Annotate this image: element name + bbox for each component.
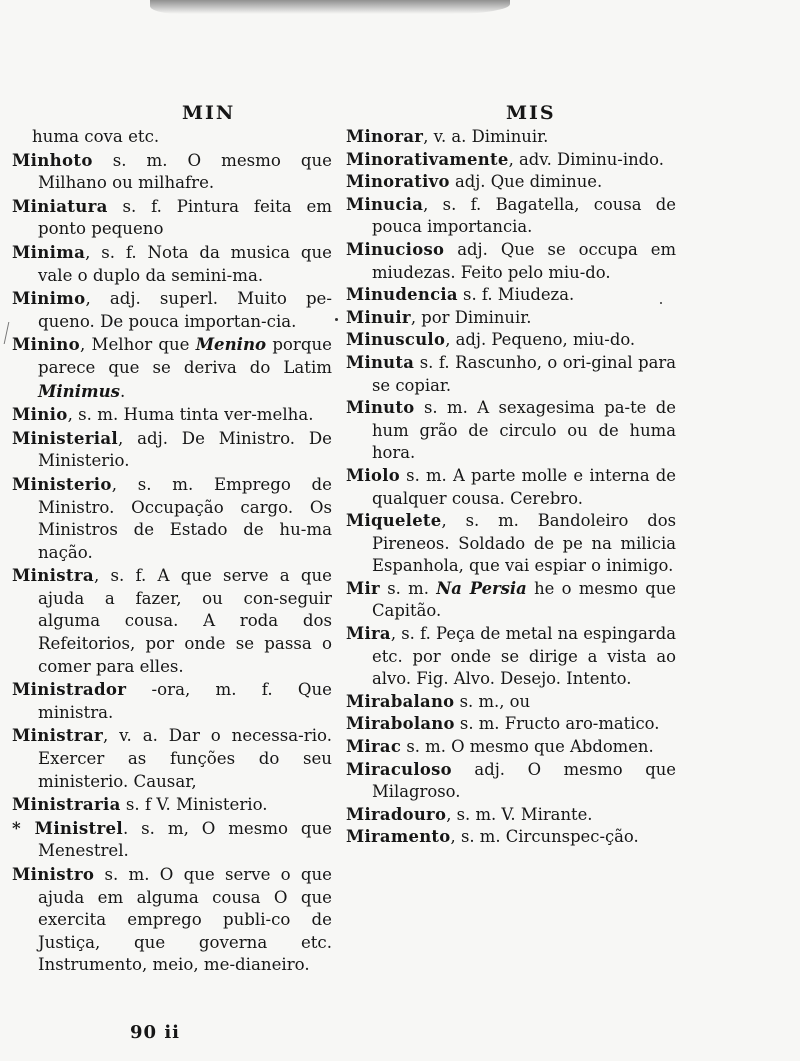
dictionary-entry [12, 195, 332, 241]
dictionary-entry [346, 804, 676, 827]
dictionary-entry [346, 149, 676, 172]
left-column-header: MIN [182, 102, 236, 124]
entry-definition: s. m. Fructo aro-matico. [454, 714, 660, 734]
entry-italic-term: Menino [195, 334, 267, 355]
scan-edge-shadow [150, 0, 510, 14]
dictionary-entry [346, 759, 676, 804]
entry-definition: , s. m. Bandoleiro dos Pireneos. Soldado de pe na milicia Espanhola, que vai espiar o inimigo. [372, 511, 676, 576]
entry-headword: Minorativo [346, 172, 450, 192]
entry-headword: Minorar [346, 127, 424, 146]
entry-headword: Minorativamente [346, 149, 509, 169]
entry-headword: Mir [346, 578, 380, 598]
left-column [12, 100, 332, 977]
dictionary-entry [346, 510, 676, 578]
dictionary-entry [346, 826, 676, 849]
entry-headword: Miraculoso [346, 759, 452, 779]
entry-italic-term: Na Persia [436, 578, 527, 598]
entry-definition: he o mesmo que Capitão. [372, 578, 676, 621]
entry-headword: Mirabolano [346, 714, 455, 734]
entry-definition: s. f. Pintura feita em ponto pequeno [38, 196, 332, 239]
entry-headword: Miquelete [346, 511, 442, 531]
dictionary-entry [346, 691, 676, 714]
entry-definition: , s. m. Circunspec-ção. [450, 827, 639, 847]
entry-headword: Miolo [346, 465, 400, 485]
entry-headword: Ministraria [12, 794, 121, 815]
entry-continuation: huma cova etc. [32, 127, 160, 146]
entry-headword: * Ministrel [12, 817, 124, 838]
entry-headword: Minhoto [12, 149, 93, 170]
entry-definition: s. f. Rascunho, o ori-ginal para se copiar. [372, 352, 676, 395]
entry-definition: s. f. Miudeza. [457, 285, 575, 305]
dictionary-entry [346, 578, 676, 623]
dictionary-entry [346, 736, 676, 759]
entry-headword: Mirabalano [346, 691, 455, 711]
entry-headword: Ministrar [12, 725, 103, 746]
entry-headword: Ministerial [12, 427, 119, 448]
entry-headword: Minucia [346, 194, 424, 214]
entry-headword: Miradouro [346, 804, 447, 824]
entry-headword: Minuto [346, 398, 415, 418]
entry-definition: adj. O mesmo que Milagroso. [372, 759, 676, 802]
entry-headword: Minusculo [346, 330, 446, 350]
right-column [346, 100, 676, 849]
entry-headword: Minuta [346, 352, 415, 372]
entry-definition: , adj. superl. Muito pe-queno. De pouca importan-cia. [38, 289, 332, 331]
dictionary-entry [346, 194, 676, 239]
entry-definition: , s. f. Bagatella, cousa de pouca importancia. [372, 194, 676, 237]
entry-headword: Minima [12, 241, 86, 262]
entry-headword: Miramento [346, 827, 451, 847]
entry-definition: , por Diminuir. [410, 307, 532, 327]
entry-definition: -ora, m. f. Que ministra. [38, 680, 332, 722]
entry-definition: s. m., ou [454, 691, 531, 711]
dictionary-entry [12, 149, 332, 195]
dictionary-entry [346, 623, 676, 691]
dictionary-entry [346, 284, 676, 307]
entry-definition: s. m. A sexagesima pa-te de hum grão de circulo ou de huma hora. [372, 398, 676, 463]
entry-definition: adj. Que se occupa em miudezas. Feito pelo miu-do. [372, 239, 676, 282]
entry-definition: s. m. O mesmo que Abdomen. [401, 737, 654, 757]
entry-headword: Ministro [12, 864, 95, 884]
dictionary-entry [12, 241, 332, 287]
page-signature: 90 ii [130, 1022, 180, 1043]
entry-headword: Minimo [12, 288, 86, 309]
dictionary-entry [12, 863, 332, 977]
dictionary-entry [346, 126, 676, 149]
entry-headword: Mirac [346, 737, 402, 757]
ink-fleck [335, 318, 338, 321]
dictionary-entry [12, 403, 332, 427]
entry-definition: . s. m, O mesmo que Menestrel. [38, 818, 333, 861]
right-entry-list [346, 126, 676, 849]
entry-headword: Ministerio [12, 473, 112, 494]
entry-definition: , s. f. Peça de metal na espingarda etc. por onde se dirige a vista ao alvo. Fig. Alvo. Desejo. Intento. [372, 624, 676, 689]
entry-definition: s. f V. Ministerio. [120, 795, 268, 815]
entry-headword: Minucioso [346, 239, 445, 259]
entry-definition: s. m. O mesmo que Milhano ou milhafre. [38, 150, 332, 193]
entry-definition: , s. m. Emprego de Ministro. Occupação cargo. Os Ministros de Estado de hu-ma nação. [38, 474, 332, 562]
dictionary-entry [12, 333, 332, 403]
entry-headword: Ministra [12, 565, 94, 586]
dictionary-entry [12, 678, 332, 724]
dictionary-entry [12, 287, 332, 333]
entry-definition: , s. m. Huma tinta ver-melha. [67, 405, 314, 425]
dictionary-entry [12, 126, 332, 149]
dictionary-entry [12, 564, 332, 678]
dictionary-entry [346, 171, 676, 194]
dictionary-entry [346, 713, 676, 736]
entry-headword: Mira [346, 624, 391, 644]
entry-definition: , v. a. Dar o necessa-rio. Exercer as funções do seu ministerio. Causar, [38, 726, 332, 791]
entry-headword: Ministrador [12, 679, 127, 700]
entry-headword: Minino [12, 334, 80, 355]
dictionary-entry [12, 427, 332, 473]
entry-definition: adj. Que diminue. [449, 172, 603, 192]
dictionary-entry [346, 397, 676, 465]
entry-definition: s. m. [379, 578, 437, 598]
entry-definition: , adv. Diminu-indo. [508, 149, 664, 169]
entry-definition: , s. f. Nota da musica que vale o duplo da semini-ma. [38, 242, 332, 285]
dictionary-entry [12, 793, 332, 817]
entry-headword: Miniatura [12, 195, 108, 216]
dictionary-entry [346, 352, 676, 397]
dictionary-entry [346, 465, 676, 510]
right-column-header: MIS [506, 102, 556, 124]
dictionary-entry [12, 724, 332, 793]
dictionary-entry [12, 817, 332, 863]
entry-headword: Minio [12, 404, 68, 425]
entry-definition: s. m. O que serve o que ajuda em alguma cousa O que exercita emprego publi-co de Justiça, que governa etc. Instrumento, meio, me-dianeiro. [38, 865, 332, 975]
entry-definition: , Melhor que [79, 335, 196, 355]
dictionary-entry [346, 329, 676, 352]
entry-definition: porque parece que se deriva do Latim [38, 335, 332, 377]
entry-definition: , s. m. V. Mirante. [446, 804, 593, 824]
entry-definition: , v. a. Diminuir. [423, 127, 549, 146]
dictionary-entry [346, 307, 676, 330]
entry-definition: , s. f. A que serve a que ajuda a fazer, ou con-seguir alguma cousa. A roda dos Refeitorios, por onde se passa o comer para elles. [38, 566, 332, 676]
entry-definition: s. m. A parte molle e interna de qualquer cousa. Cerebro. [372, 465, 676, 508]
entry-definition: , adj. De Ministro. De Ministerio. [38, 428, 332, 471]
dictionary-entry [12, 473, 332, 564]
left-entry-list [12, 126, 332, 977]
entry-headword: Minudencia [346, 285, 458, 305]
entry-headword: Minuir [346, 307, 411, 327]
dictionary-entry [346, 239, 676, 284]
entry-definition: . [120, 381, 126, 401]
entry-italic-term: Minimus [38, 380, 121, 401]
entry-definition: , adj. Pequeno, miu-do. [445, 330, 636, 350]
